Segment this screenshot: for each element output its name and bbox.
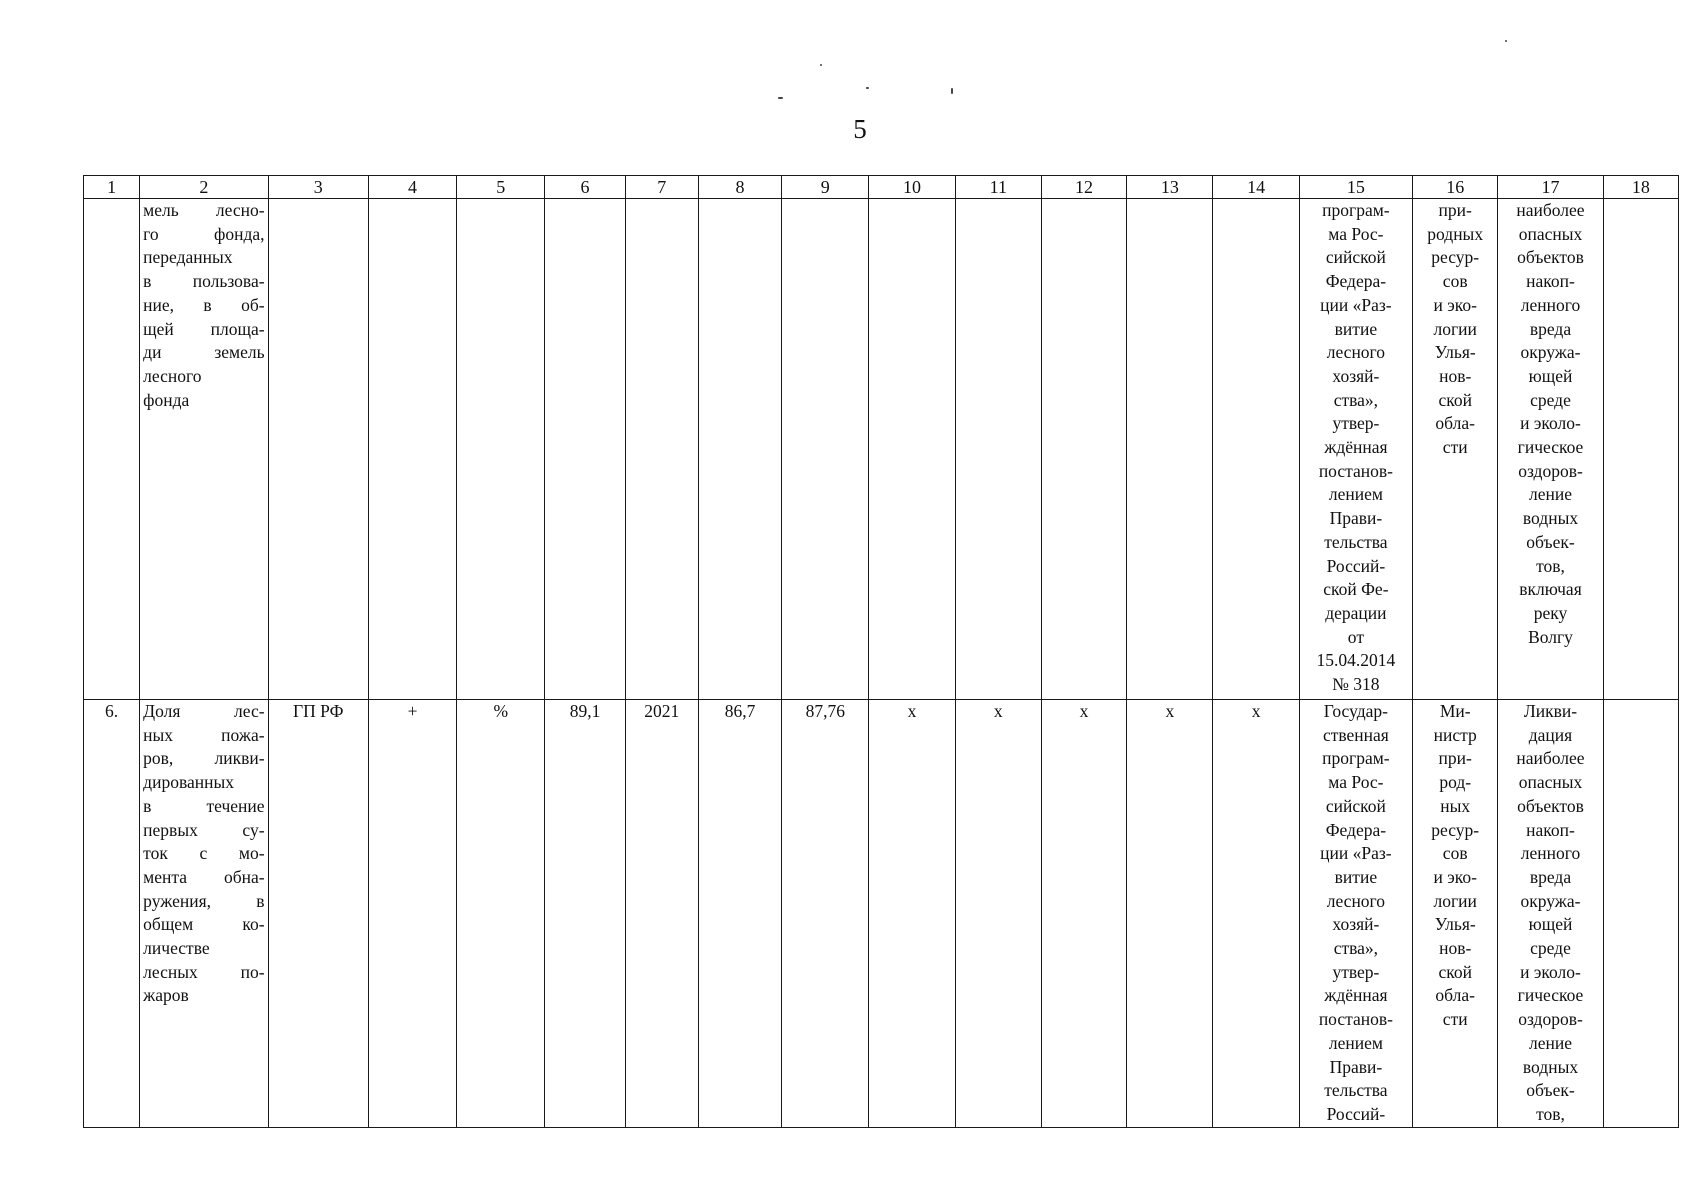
header-cell: 10 <box>869 176 955 199</box>
indicator-line: мента обна- <box>143 866 265 887</box>
table-row-continuation <box>84 199 1679 700</box>
header-cell: 9 <box>782 176 869 199</box>
header-cell: 2 <box>140 176 268 199</box>
cell-col-7 <box>625 199 698 700</box>
cell-responsible <box>1413 199 1498 700</box>
scan-speck <box>1505 40 1507 42</box>
indicator-line: Доля лес- <box>143 701 265 721</box>
indicator-line: лесного <box>143 365 202 386</box>
responsible-text: при- родных ресур- сов и эко- логии Улья- нов- ской обла- сти <box>1427 200 1484 458</box>
indicator-line: ток с мо- <box>143 843 265 864</box>
cell-program <box>1299 199 1412 700</box>
cell-col-3: ГП РФ <box>268 700 368 1128</box>
indicator-line: жаров <box>143 985 189 1006</box>
indicator-line: в течение <box>143 795 265 816</box>
cell-col-3 <box>268 199 368 700</box>
cell-col-18 <box>1603 199 1678 700</box>
header-cell: 6 <box>545 176 625 199</box>
cell-indicator-name <box>140 700 268 1128</box>
scan-speck <box>820 64 822 66</box>
header-cell: 4 <box>368 176 456 199</box>
scan-speck <box>778 97 783 99</box>
indicator-line: лесных по- <box>143 961 265 982</box>
cell-col-12: x <box>1041 700 1126 1128</box>
header-cell: 7 <box>625 176 698 199</box>
cell-col-8 <box>698 199 781 700</box>
header-cell: 14 <box>1213 176 1299 199</box>
cell-col-5 <box>457 199 545 700</box>
cell-number <box>84 199 140 700</box>
cell-responsible <box>1413 700 1498 1128</box>
page-number: 5 <box>853 114 867 144</box>
indicator-line: ружения, в <box>143 890 265 911</box>
indicator-line: ных пожа- <box>143 724 265 745</box>
project-text: Ликви- дация наиболее опасных объектов накоп- ленного вреда окружа- ющей среде и эколо- гическое оздоров- ление водных объек- тов, <box>1516 701 1585 1124</box>
scan-speck <box>866 87 869 89</box>
cell-col-12 <box>1041 199 1126 700</box>
indicator-line: фонда <box>143 389 190 410</box>
indicator-line: го фонда, <box>143 223 265 244</box>
indicator-line: личестве <box>143 938 210 959</box>
project-text: наиболее опасных объектов накоп- ленного вреда окружа- ющей среде и эколо- гическое оздоров- ление водных объек- тов, включая реку Волгу <box>1516 200 1585 647</box>
responsible-text: Ми- нистр при- род- ных ресур- сов и эко- логии Улья- нов- ской обла- сти <box>1431 701 1480 1030</box>
header-cell: 1 <box>84 176 140 199</box>
header-cell: 3 <box>268 176 368 199</box>
header-cell: 8 <box>698 176 781 199</box>
scan-speck <box>951 88 953 94</box>
indicators-table <box>83 175 1679 1128</box>
cell-col-18 <box>1603 700 1678 1128</box>
cell-col-14 <box>1213 199 1299 700</box>
cell-col-5: % <box>457 700 545 1128</box>
cell-col-11 <box>955 199 1041 700</box>
cell-col-9 <box>782 199 869 700</box>
program-text: Государ- ственная програм- ма Рос- сийской Федера- ции «Раз- витие лесного хозяй- ства», утвер- ждённая постанов- лением Прави- тельства Россий- <box>1318 701 1393 1124</box>
cell-indicator-name <box>140 199 268 700</box>
indicator-line: щей площа- <box>143 318 265 339</box>
indicator-line: ров, ликви- <box>143 748 265 769</box>
header-cell: 12 <box>1041 176 1126 199</box>
header-cell: 15 <box>1299 176 1412 199</box>
cell-project <box>1498 700 1603 1128</box>
cell-project <box>1498 199 1603 700</box>
indicator-line: переданных <box>143 247 233 268</box>
cell-col-10: x <box>869 700 955 1128</box>
header-row <box>84 176 1679 199</box>
header-cell: 11 <box>955 176 1041 199</box>
header-cell: 17 <box>1498 176 1603 199</box>
program-text: програм- ма Рос- сийской Федера- ции «Раз- витие лесного хозяй- ства», утвер- ждённая постанов- лением Прави- тельства Россий- ской Фе- дерации от 15.04.2014 № 318 <box>1316 200 1396 695</box>
indicator-line: дированных <box>143 772 234 793</box>
header-cell: 16 <box>1413 176 1498 199</box>
indicator-line: мель лесно- <box>143 200 265 220</box>
cell-col-13 <box>1127 199 1213 700</box>
cell-col-14: x <box>1213 700 1299 1128</box>
indicator-line: ди земель <box>143 342 265 363</box>
indicator-line: ние, в об- <box>143 294 265 315</box>
cell-program <box>1299 700 1412 1128</box>
header-cell: 5 <box>457 176 545 199</box>
cell-col-6 <box>545 199 625 700</box>
cell-col-6: 89,1 <box>545 700 625 1128</box>
table-row-6 <box>84 700 1679 1128</box>
indicator-line: в пользова- <box>143 271 265 292</box>
indicator-line: общем ко- <box>143 914 265 935</box>
cell-col-7: 2021 <box>625 700 698 1128</box>
indicator-line: первых су- <box>143 819 265 840</box>
cell-col-9: 87,76 <box>782 700 869 1128</box>
cell-col-8: 86,7 <box>698 700 781 1128</box>
header-cell: 18 <box>1603 176 1678 199</box>
cell-col-4: + <box>368 700 456 1128</box>
cell-col-11: x <box>955 700 1041 1128</box>
header-cell: 13 <box>1127 176 1213 199</box>
cell-col-13: x <box>1127 700 1213 1128</box>
cell-col-4 <box>368 199 456 700</box>
cell-number: 6. <box>84 700 140 1128</box>
cell-col-10 <box>869 199 955 700</box>
